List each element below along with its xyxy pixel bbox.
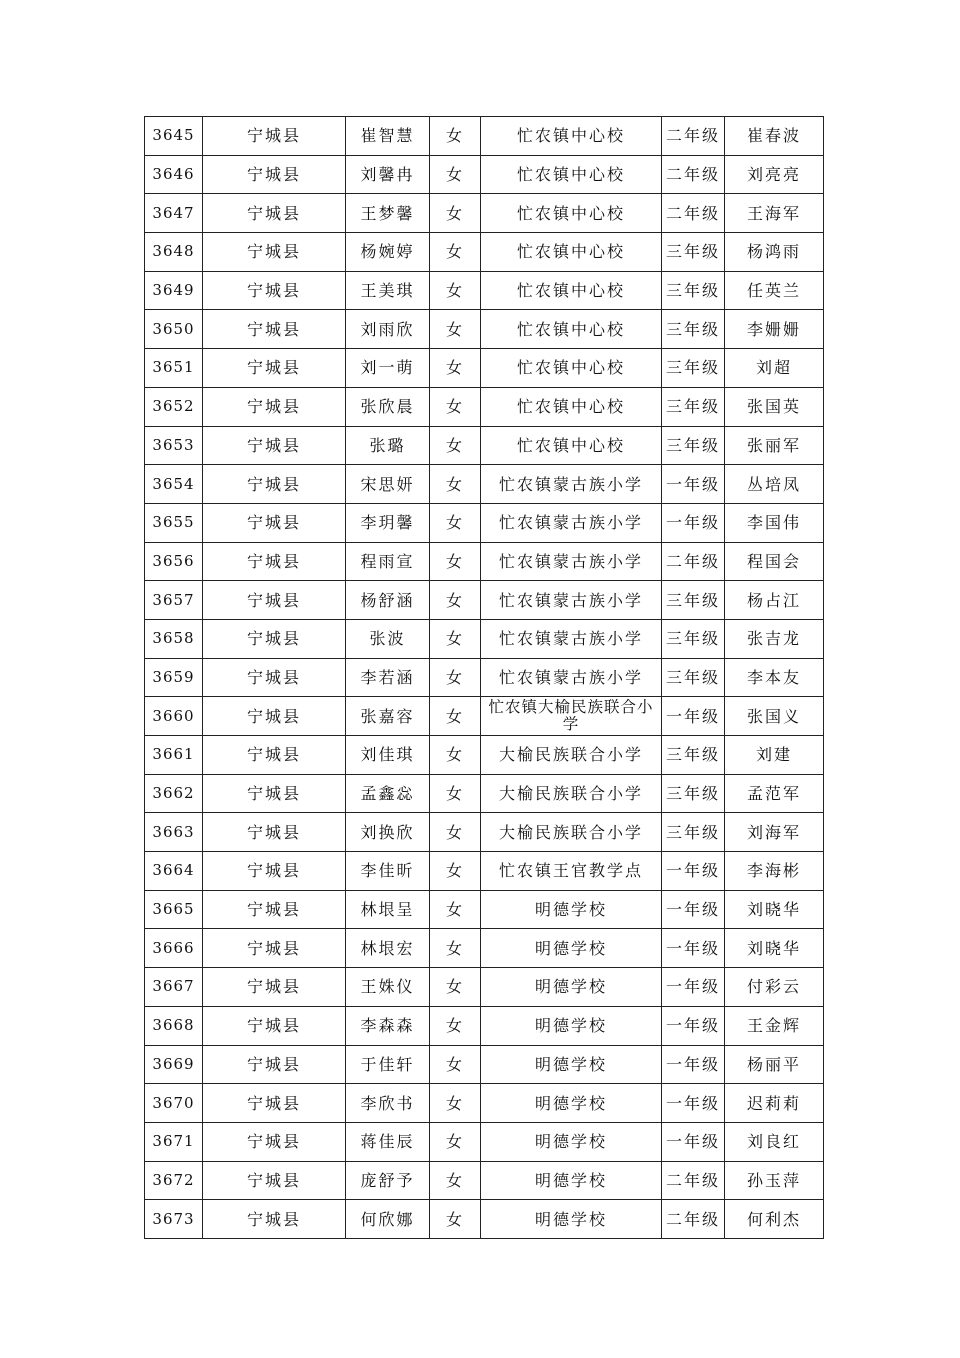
cell-school: 明德学校 [481,1006,662,1045]
cell-number: 3652 [145,387,203,426]
cell-county: 宁城县 [203,155,346,194]
cell-teacher: 王海军 [725,194,824,233]
cell-teacher: 刘超 [725,349,824,388]
cell-teacher: 张国英 [725,387,824,426]
cell-teacher: 任英兰 [725,271,824,310]
cell-county: 宁城县 [203,387,346,426]
cell-county: 宁城县 [203,774,346,813]
cell-county: 宁城县 [203,1006,346,1045]
cell-school: 忙农镇中心校 [481,233,662,272]
cell-school: 明德学校 [481,929,662,968]
cell-gender: 女 [430,310,481,349]
cell-grade: 二年级 [662,117,725,156]
cell-grade: 一年级 [662,697,725,736]
cell-number: 3659 [145,658,203,697]
cell-name: 王梦馨 [346,194,430,233]
cell-number: 3663 [145,813,203,852]
cell-school: 忙农镇蒙古族小学 [481,619,662,658]
cell-school: 明德学校 [481,1084,662,1123]
cell-teacher: 王金辉 [725,1006,824,1045]
cell-grade: 一年级 [662,968,725,1007]
cell-school: 忙农镇中心校 [481,426,662,465]
table-row [145,426,824,465]
cell-name: 刘换欣 [346,813,430,852]
cell-county: 宁城县 [203,1200,346,1239]
cell-gender: 女 [430,619,481,658]
cell-gender: 女 [430,658,481,697]
cell-number: 3665 [145,890,203,929]
cell-gender: 女 [430,271,481,310]
cell-number: 3645 [145,117,203,156]
cell-gender: 女 [430,890,481,929]
cell-grade: 一年级 [662,1006,725,1045]
table-row [145,194,824,233]
cell-number: 3651 [145,349,203,388]
cell-county: 宁城县 [203,426,346,465]
cell-school: 明德学校 [481,890,662,929]
cell-gender: 女 [430,1200,481,1239]
cell-grade: 二年级 [662,1161,725,1200]
cell-number: 3664 [145,852,203,891]
cell-county: 宁城县 [203,271,346,310]
cell-teacher: 李本友 [725,658,824,697]
student-list-table [144,116,824,1239]
cell-county: 宁城县 [203,1084,346,1123]
cell-gender: 女 [430,465,481,504]
cell-county: 宁城县 [203,465,346,504]
cell-name: 刘一萌 [346,349,430,388]
cell-grade: 三年级 [662,774,725,813]
cell-name: 李森森 [346,1006,430,1045]
cell-teacher: 张吉龙 [725,619,824,658]
cell-county: 宁城县 [203,736,346,775]
cell-teacher: 孙玉萍 [725,1161,824,1200]
cell-name: 刘馨冉 [346,155,430,194]
table-row [145,542,824,581]
cell-number: 3657 [145,581,203,620]
cell-school: 大榆民族联合小学 [481,774,662,813]
cell-number: 3666 [145,929,203,968]
cell-gender: 女 [430,1161,481,1200]
table-body [145,117,824,1239]
cell-county: 宁城县 [203,194,346,233]
cell-name: 李欣书 [346,1084,430,1123]
cell-county: 宁城县 [203,310,346,349]
cell-grade: 三年级 [662,310,725,349]
cell-gender: 女 [430,233,481,272]
table-row [145,968,824,1007]
cell-county: 宁城县 [203,968,346,1007]
cell-teacher: 刘晓华 [725,929,824,968]
cell-name: 张璐 [346,426,430,465]
cell-grade: 二年级 [662,542,725,581]
cell-grade: 一年级 [662,1045,725,1084]
cell-teacher: 李国伟 [725,503,824,542]
cell-school: 忙农镇中心校 [481,117,662,156]
table-row [145,658,824,697]
table-row [145,1084,824,1123]
cell-teacher: 丛培凤 [725,465,824,504]
cell-number: 3672 [145,1161,203,1200]
cell-number: 3656 [145,542,203,581]
cell-gender: 女 [430,1084,481,1123]
cell-teacher: 孟范军 [725,774,824,813]
cell-county: 宁城县 [203,349,346,388]
cell-name: 李佳昕 [346,852,430,891]
cell-school: 明德学校 [481,1200,662,1239]
cell-name: 张欣晨 [346,387,430,426]
cell-name: 林垠呈 [346,890,430,929]
cell-teacher: 刘海军 [725,813,824,852]
cell-school: 忙农镇中心校 [481,194,662,233]
cell-gender: 女 [430,117,481,156]
cell-grade: 三年级 [662,736,725,775]
cell-teacher: 刘晓华 [725,890,824,929]
cell-name: 蒋佳辰 [346,1122,430,1161]
table-row [145,349,824,388]
table-row [145,465,824,504]
cell-teacher: 张国义 [725,697,824,736]
cell-number: 3660 [145,697,203,736]
table-row [145,1122,824,1161]
cell-teacher: 程国会 [725,542,824,581]
table-row [145,813,824,852]
cell-name: 张嘉容 [346,697,430,736]
table-row [145,310,824,349]
table-row [145,890,824,929]
cell-school: 明德学校 [481,968,662,1007]
cell-gender: 女 [430,697,481,736]
cell-teacher: 迟莉莉 [725,1084,824,1123]
table-row [145,852,824,891]
cell-gender: 女 [430,503,481,542]
table-row [145,503,824,542]
table-row [145,774,824,813]
cell-teacher: 张丽军 [725,426,824,465]
cell-teacher: 刘亮亮 [725,155,824,194]
table-row [145,581,824,620]
cell-grade: 一年级 [662,1084,725,1123]
cell-county: 宁城县 [203,852,346,891]
cell-school: 忙农镇蒙古族小学 [481,503,662,542]
cell-grade: 三年级 [662,619,725,658]
table-row [145,1161,824,1200]
table-row [145,1006,824,1045]
cell-number: 3646 [145,155,203,194]
cell-number: 3661 [145,736,203,775]
cell-gender: 女 [430,968,481,1007]
cell-gender: 女 [430,1045,481,1084]
cell-grade: 三年级 [662,581,725,620]
cell-county: 宁城县 [203,1122,346,1161]
cell-number: 3671 [145,1122,203,1161]
cell-name: 杨婉婷 [346,233,430,272]
cell-teacher: 李海彬 [725,852,824,891]
cell-number: 3655 [145,503,203,542]
cell-teacher: 杨占江 [725,581,824,620]
cell-teacher: 崔春波 [725,117,824,156]
cell-grade: 三年级 [662,426,725,465]
cell-grade: 一年级 [662,465,725,504]
cell-school: 忙农镇中心校 [481,271,662,310]
cell-grade: 三年级 [662,271,725,310]
cell-school: 忙农镇蒙古族小学 [481,542,662,581]
cell-name: 李玥馨 [346,503,430,542]
cell-number: 3669 [145,1045,203,1084]
cell-gender: 女 [430,852,481,891]
cell-grade: 一年级 [662,1122,725,1161]
cell-school: 忙农镇大榆民族联合小学 [481,697,662,736]
cell-gender: 女 [430,155,481,194]
cell-school: 忙农镇蒙古族小学 [481,581,662,620]
table-row [145,929,824,968]
cell-school: 忙农镇中心校 [481,310,662,349]
cell-number: 3653 [145,426,203,465]
table-row [145,1200,824,1239]
cell-number: 3670 [145,1084,203,1123]
cell-grade: 二年级 [662,194,725,233]
cell-gender: 女 [430,581,481,620]
cell-gender: 女 [430,426,481,465]
cell-number: 3648 [145,233,203,272]
cell-name: 王美琪 [346,271,430,310]
table-row [145,233,824,272]
cell-county: 宁城县 [203,929,346,968]
cell-name: 王姝仪 [346,968,430,1007]
cell-number: 3667 [145,968,203,1007]
cell-teacher: 杨鸿雨 [725,233,824,272]
cell-grade: 一年级 [662,890,725,929]
cell-school: 明德学校 [481,1122,662,1161]
cell-grade: 三年级 [662,233,725,272]
cell-county: 宁城县 [203,1045,346,1084]
cell-school: 明德学校 [481,1045,662,1084]
cell-county: 宁城县 [203,1161,346,1200]
cell-county: 宁城县 [203,658,346,697]
cell-teacher: 刘建 [725,736,824,775]
cell-school: 明德学校 [481,1161,662,1200]
cell-gender: 女 [430,194,481,233]
cell-school: 忙农镇王官教学点 [481,852,662,891]
cell-name: 林垠宏 [346,929,430,968]
cell-number: 3649 [145,271,203,310]
cell-number: 3647 [145,194,203,233]
cell-county: 宁城县 [203,697,346,736]
cell-gender: 女 [430,542,481,581]
cell-grade: 一年级 [662,503,725,542]
cell-gender: 女 [430,387,481,426]
cell-name: 崔智慧 [346,117,430,156]
cell-name: 程雨宣 [346,542,430,581]
table-row [145,619,824,658]
cell-gender: 女 [430,1122,481,1161]
cell-county: 宁城县 [203,581,346,620]
cell-teacher: 杨丽平 [725,1045,824,1084]
cell-county: 宁城县 [203,890,346,929]
cell-name: 杨舒涵 [346,581,430,620]
table-row [145,1045,824,1084]
cell-school: 忙农镇中心校 [481,387,662,426]
cell-gender: 女 [430,1006,481,1045]
cell-grade: 二年级 [662,155,725,194]
cell-name: 于佳轩 [346,1045,430,1084]
cell-teacher: 刘良红 [725,1122,824,1161]
cell-county: 宁城县 [203,233,346,272]
table-row [145,271,824,310]
cell-grade: 二年级 [662,1200,725,1239]
cell-name: 庞舒予 [346,1161,430,1200]
cell-county: 宁城县 [203,619,346,658]
cell-name: 孟鑫惢 [346,774,430,813]
cell-county: 宁城县 [203,813,346,852]
cell-number: 3654 [145,465,203,504]
cell-grade: 三年级 [662,349,725,388]
cell-number: 3662 [145,774,203,813]
cell-county: 宁城县 [203,542,346,581]
cell-name: 李若涵 [346,658,430,697]
cell-name: 宋思妍 [346,465,430,504]
cell-school: 忙农镇中心校 [481,155,662,194]
cell-school: 忙农镇蒙古族小学 [481,465,662,504]
cell-grade: 三年级 [662,813,725,852]
cell-number: 3668 [145,1006,203,1045]
cell-gender: 女 [430,349,481,388]
cell-number: 3650 [145,310,203,349]
cell-grade: 一年级 [662,929,725,968]
cell-gender: 女 [430,929,481,968]
cell-school: 大榆民族联合小学 [481,736,662,775]
cell-teacher: 付彩云 [725,968,824,1007]
cell-grade: 三年级 [662,387,725,426]
cell-school: 忙农镇蒙古族小学 [481,658,662,697]
table-row [145,697,824,736]
cell-name: 刘雨欣 [346,310,430,349]
cell-school: 忙农镇中心校 [481,349,662,388]
table-row [145,155,824,194]
table-row [145,736,824,775]
cell-gender: 女 [430,736,481,775]
cell-number: 3658 [145,619,203,658]
cell-grade: 三年级 [662,658,725,697]
cell-teacher: 何利杰 [725,1200,824,1239]
cell-number: 3673 [145,1200,203,1239]
cell-county: 宁城县 [203,503,346,542]
table-row [145,387,824,426]
cell-gender: 女 [430,813,481,852]
cell-name: 张波 [346,619,430,658]
cell-county: 宁城县 [203,117,346,156]
table-row [145,117,824,156]
cell-name: 何欣娜 [346,1200,430,1239]
cell-name: 刘佳琪 [346,736,430,775]
cell-grade: 一年级 [662,852,725,891]
cell-school: 大榆民族联合小学 [481,813,662,852]
cell-gender: 女 [430,774,481,813]
cell-teacher: 李姗姗 [725,310,824,349]
